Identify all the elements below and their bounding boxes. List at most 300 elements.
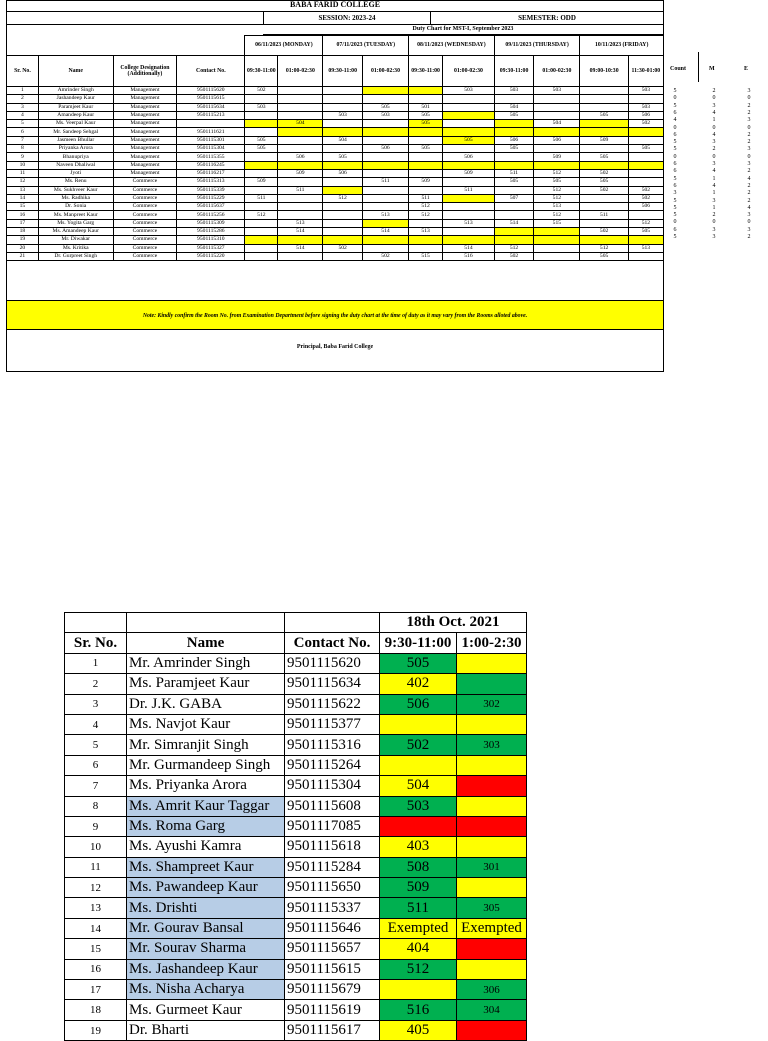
room-cell — [323, 203, 363, 211]
room-cell: 505 — [494, 145, 534, 153]
room-cell — [628, 161, 663, 169]
row-designation: Management — [113, 136, 177, 144]
row-contact: 9501111621 — [177, 128, 245, 136]
count-cell-count: 6 — [673, 182, 677, 189]
room-cell: 502 — [628, 120, 663, 128]
room-cell: 506 — [534, 136, 580, 144]
table-row — [65, 1020, 527, 1040]
room-cell — [278, 95, 323, 103]
row-contact: 9501115619 — [285, 1000, 380, 1020]
date-header: 18th Oct. 2021 — [380, 613, 527, 633]
room-cell: 513 — [534, 203, 580, 211]
room-cell: 515 — [409, 252, 443, 260]
room-cell-afternoon — [457, 959, 527, 979]
room-cell — [443, 95, 495, 103]
room-cell — [362, 236, 408, 244]
count-cell-e: 0 — [747, 219, 751, 226]
count-cell-e: 4 — [747, 204, 751, 211]
row-designation: Management — [113, 128, 177, 136]
row-name: Ms. Kritika — [38, 244, 113, 252]
room-cell — [278, 161, 323, 169]
room-cell — [443, 236, 495, 244]
room-cell — [323, 103, 363, 111]
room-cell — [443, 128, 495, 136]
room-cell: 512 — [323, 194, 363, 202]
room-cell — [628, 178, 663, 186]
count-cell-m: 2 — [712, 88, 716, 94]
room-cell-morning: 402 — [380, 674, 457, 694]
room-cell-afternoon: 301 — [457, 857, 527, 877]
date-spacer — [285, 613, 380, 633]
count-cell-e: 3 — [747, 146, 751, 153]
room-cell: 516 — [443, 252, 495, 260]
row-sr: 8 — [65, 796, 127, 816]
row-sr: 18 — [7, 228, 39, 236]
row-sr: 16 — [65, 959, 127, 979]
room-cell — [362, 244, 408, 252]
room-cell — [245, 128, 278, 136]
room-cell-morning: 403 — [380, 837, 457, 857]
room-cell — [409, 153, 443, 161]
row-contact: 9501115634 — [177, 103, 245, 111]
room-cell: 505 — [409, 111, 443, 119]
duty-title: Duty Chart for MST-I, September 2023 — [263, 25, 663, 35]
room-cell-afternoon — [457, 674, 527, 694]
count-cell-m: 3 — [712, 197, 716, 204]
row-designation: Management — [113, 153, 177, 161]
row-name: Ms. Sukhveer Kaur — [38, 186, 113, 194]
room-cell — [409, 128, 443, 136]
row-name: Dr. Gurpreet Singh — [38, 252, 113, 260]
room-cell — [494, 236, 534, 244]
row-contact: 9501115286 — [177, 228, 245, 236]
room-cell-morning: 502 — [380, 735, 457, 755]
row-name: Mr. Sourav Sharma — [127, 939, 285, 959]
table-row — [65, 735, 527, 755]
room-cell: 502 — [580, 169, 628, 177]
row-contact: 9501116245 — [177, 161, 245, 169]
room-cell: 506 — [628, 203, 663, 211]
room-cell — [534, 128, 580, 136]
room-cell — [245, 186, 278, 194]
room-cell — [278, 178, 323, 186]
room-cell — [443, 228, 495, 236]
room-cell — [362, 120, 408, 128]
col-sr: Sr. No. — [7, 56, 39, 87]
table-row — [7, 244, 664, 252]
room-cell — [245, 236, 278, 244]
row-name: Ms. Shampreet Kaur — [127, 857, 285, 877]
row-designation: Management — [113, 145, 177, 153]
room-cell-morning: Exempted — [380, 918, 457, 938]
room-cell — [580, 128, 628, 136]
room-cell: 511 — [443, 186, 495, 194]
row-name: Jasmeen Bhullar — [38, 136, 113, 144]
row-designation: Commerce — [113, 178, 177, 186]
col-slot: 11:30-01:00 — [628, 56, 663, 87]
table-row — [65, 878, 527, 898]
room-cell — [245, 169, 278, 177]
room-cell: 509 — [409, 178, 443, 186]
room-cell — [245, 153, 278, 161]
room-cell: 502 — [580, 228, 628, 236]
room-cell: 505 — [323, 153, 363, 161]
room-cell — [494, 203, 534, 211]
room-cell — [580, 161, 628, 169]
row-contact: 9501115622 — [285, 694, 380, 714]
row-contact: 9501115646 — [285, 918, 380, 938]
room-cell: 503 — [628, 103, 663, 111]
room-cell — [362, 95, 408, 103]
col-contact: Contact No. — [285, 633, 380, 653]
room-cell: 509 — [443, 169, 495, 177]
row-contact: 9501115304 — [177, 145, 245, 153]
note-bar: Note: Kindly confirm the Room No. from Examination Department before signing the duty chart at the time of duty as it may vary from the Rooms alloted above. — [6, 300, 664, 330]
room-cell — [362, 186, 408, 194]
room-cell — [494, 95, 534, 103]
room-cell — [245, 161, 278, 169]
count-cell-count: 5 — [673, 175, 677, 182]
table-row — [7, 87, 664, 95]
room-cell — [245, 228, 278, 236]
col-slot: 09:30-11:00 — [494, 56, 534, 87]
col-slot: 09:30-11:00 — [409, 56, 443, 87]
row-sr: 3 — [7, 103, 39, 111]
row-designation: Management — [113, 169, 177, 177]
room-cell — [580, 203, 628, 211]
room-cell: 503 — [443, 87, 495, 95]
room-cell — [409, 236, 443, 244]
date-header-row — [7, 36, 664, 56]
room-cell — [443, 161, 495, 169]
room-cell — [628, 211, 663, 219]
row-designation: Management — [113, 87, 177, 95]
room-cell — [362, 153, 408, 161]
count-cell-count: 5 — [673, 102, 677, 109]
room-cell: 502 — [245, 87, 278, 95]
row-contact: 9501115618 — [285, 837, 380, 857]
row-sr: 17 — [65, 980, 127, 1000]
row-sr: 13 — [65, 898, 127, 918]
room-cell — [628, 128, 663, 136]
room-cell: 505 — [443, 136, 495, 144]
table-row — [65, 796, 527, 816]
col-slot: 09:00-10:30 — [580, 56, 628, 87]
count-cell-count: 0 — [673, 219, 677, 226]
room-cell: 513 — [278, 219, 323, 227]
col-name: Name — [38, 56, 113, 87]
col-slot: 09:30-11:00 — [323, 56, 363, 87]
room-cell: 506 — [278, 153, 323, 161]
principal-signature: Principal, Baba Farid College — [296, 344, 374, 350]
date-tuesday: 07/11/2023 (TUESDAY) — [323, 36, 409, 56]
bottom-body — [65, 653, 527, 1040]
room-cell — [443, 194, 495, 202]
college-title: BABA FARID COLLEGE — [7, 1, 663, 12]
room-cell — [534, 244, 580, 252]
room-cell: 506 — [443, 153, 495, 161]
row-designation: Commerce — [113, 252, 177, 260]
table-row — [7, 136, 664, 144]
date-thursday: 09/11/2023 (THURSDAY) — [494, 36, 580, 56]
semester-label: SEMESTER: ODD — [518, 14, 576, 22]
room-cell — [278, 194, 323, 202]
room-cell: 512 — [494, 244, 534, 252]
row-sr: 17 — [7, 219, 39, 227]
room-cell — [443, 211, 495, 219]
row-name: Ms. Paramjeet Kaur — [127, 674, 285, 694]
row-contact: 9501115615 — [177, 95, 245, 103]
count-cell-e: 0 — [747, 124, 751, 131]
room-cell: 511 — [362, 178, 408, 186]
col-slot: 01:00-02:30 — [362, 56, 408, 87]
row-sr: 19 — [65, 1020, 127, 1040]
table-row — [7, 120, 664, 128]
row-designation: Commerce — [113, 236, 177, 244]
room-cell — [278, 128, 323, 136]
count-cell-m: 4 — [712, 182, 716, 189]
room-cell: 509 — [580, 136, 628, 144]
row-name: Mr. Amrinder Singh — [127, 653, 285, 673]
room-cell — [278, 236, 323, 244]
count-cell-m: 4 — [712, 109, 716, 116]
room-cell — [362, 219, 408, 227]
table-row — [7, 169, 664, 177]
count-cell-count: 5 — [673, 197, 677, 204]
row-contact: 9501115608 — [285, 796, 380, 816]
room-cell: 514 — [278, 244, 323, 252]
row-sr: 9 — [65, 816, 127, 836]
col-slot-afternoon: 1:00-2:30 — [457, 633, 527, 653]
col-slot: 01:00-02:30 — [534, 56, 580, 87]
room-cell — [494, 120, 534, 128]
row-name: Jyoti — [38, 169, 113, 177]
row-contact: 9501115309 — [177, 219, 245, 227]
col-name: Name — [127, 633, 285, 653]
row-name: Ms. Navjot Kaur — [127, 714, 285, 734]
col-slot: 01:00-02:30 — [443, 56, 495, 87]
room-cell — [278, 203, 323, 211]
col-slot-morning: 9:30-11:00 — [380, 633, 457, 653]
room-cell — [534, 161, 580, 169]
row-designation: Commerce — [113, 211, 177, 219]
table-row — [65, 898, 527, 918]
row-sr: 1 — [7, 87, 39, 95]
row-contact — [177, 120, 245, 128]
room-cell: 505 — [628, 145, 663, 153]
room-cell — [628, 252, 663, 260]
table-row — [7, 103, 664, 111]
count-header: Count — [670, 66, 687, 72]
room-cell — [534, 111, 580, 119]
room-cell — [409, 219, 443, 227]
room-cell — [323, 228, 363, 236]
count-cell-e: 3 — [747, 117, 751, 124]
row-name: Amrinder Singh — [38, 87, 113, 95]
room-cell: 503 — [494, 87, 534, 95]
room-cell: 502 — [494, 252, 534, 260]
room-cell-morning: 404 — [380, 939, 457, 959]
row-sr: 3 — [65, 694, 127, 714]
count-cell-count: 5 — [673, 212, 677, 219]
room-cell — [580, 120, 628, 128]
room-cell-afternoon — [457, 714, 527, 734]
room-cell — [278, 103, 323, 111]
row-contact: 9501115301 — [177, 136, 245, 144]
row-sr: 1 — [65, 653, 127, 673]
room-cell: 502 — [323, 244, 363, 252]
row-name: Ms. Roma Garg — [127, 816, 285, 836]
row-sr: 10 — [7, 161, 39, 169]
room-cell — [362, 128, 408, 136]
table-row — [7, 186, 664, 194]
count-cell-e: 4 — [747, 175, 751, 182]
room-cell — [443, 203, 495, 211]
duty-body — [7, 87, 664, 261]
count-cell-m: 4 — [712, 168, 716, 175]
table-row — [7, 203, 664, 211]
count-cell-e: 2 — [747, 139, 751, 146]
count-cell-count: 5 — [673, 234, 677, 240]
room-cell: 505 — [580, 252, 628, 260]
room-cell-afternoon — [457, 796, 527, 816]
room-cell-afternoon — [457, 816, 527, 836]
room-cell-morning: 509 — [380, 878, 457, 898]
count-cell-count: 6 — [673, 226, 677, 233]
column-header-row — [65, 633, 527, 653]
room-cell: 512 — [534, 194, 580, 202]
row-name: Mr. Simranjit Singh — [127, 735, 285, 755]
date-friday: 10/11/2023 (FRIDAY) — [580, 36, 664, 56]
col-contact: Contact No. — [177, 56, 245, 87]
room-cell-morning: 505 — [380, 653, 457, 673]
room-cell: 509 — [245, 178, 278, 186]
count-cell-e: 2 — [747, 182, 751, 189]
row-contact: 9501115316 — [285, 735, 380, 755]
count-cell-count: 0 — [673, 95, 677, 102]
column-header-row — [7, 56, 664, 87]
row-contact: 9501115615 — [285, 959, 380, 979]
row-sr: 15 — [7, 203, 39, 211]
room-cell-morning: 512 — [380, 959, 457, 979]
room-cell-morning: 504 — [380, 776, 457, 796]
table-row — [65, 857, 527, 877]
room-cell-afternoon: 306 — [457, 980, 527, 1000]
row-sr: 19 — [7, 236, 39, 244]
room-cell: 505 — [580, 111, 628, 119]
count-cell-m: 1 — [712, 204, 716, 211]
duty-table — [6, 35, 664, 261]
count-cell-e: 3 — [747, 161, 751, 167]
room-cell — [409, 95, 443, 103]
session-label: SESSION: 2023-24 — [264, 12, 431, 24]
count-cell-m: 0 — [712, 95, 716, 102]
room-cell: 512 — [534, 186, 580, 194]
row-name: Ms. Veerpal Kaur — [38, 120, 113, 128]
row-sr: 7 — [7, 136, 39, 144]
room-cell: 514 — [443, 244, 495, 252]
row-contact: 9501115377 — [285, 714, 380, 734]
row-name: Ms. Gurmeet Kaur — [127, 1000, 285, 1020]
count-cell-count: 6 — [673, 168, 677, 175]
row-contact: 9501115355 — [177, 153, 245, 161]
date-spacer — [7, 36, 245, 56]
row-name: Ms. Jashandeep Kaur — [127, 959, 285, 979]
room-cell: 505 — [494, 111, 534, 119]
room-cell: 505 — [245, 145, 278, 153]
row-name: Amandeep Kaur — [38, 111, 113, 119]
room-cell — [323, 128, 363, 136]
room-cell — [245, 252, 278, 260]
room-cell: 514 — [362, 228, 408, 236]
room-cell: 504 — [323, 136, 363, 144]
room-cell — [580, 219, 628, 227]
row-name: Ms. Pawandeep Kaur — [127, 878, 285, 898]
count-cell-m: 3 — [712, 226, 716, 233]
room-cell-morning: 405 — [380, 1020, 457, 1040]
room-cell-morning: 506 — [380, 694, 457, 714]
row-contact: 9501116217 — [177, 169, 245, 177]
table-row — [65, 776, 527, 796]
room-cell-afternoon: 302 — [457, 694, 527, 714]
row-name: Priyanka Arora — [38, 145, 113, 153]
room-cell — [362, 87, 408, 95]
room-cell — [362, 194, 408, 202]
count-cell-count: 4 — [673, 117, 677, 124]
room-cell: 505 — [534, 178, 580, 186]
room-cell — [323, 186, 363, 194]
room-cell — [580, 95, 628, 103]
room-cell — [323, 161, 363, 169]
room-cell: 505 — [362, 103, 408, 111]
room-cell — [494, 211, 534, 219]
row-designation: Management — [113, 161, 177, 169]
room-cell — [494, 153, 534, 161]
room-cell: 502 — [362, 252, 408, 260]
room-cell: 512 — [580, 244, 628, 252]
room-cell: 506 — [362, 145, 408, 153]
row-name: Ms. Amrit Kaur Taggar — [127, 796, 285, 816]
room-cell-morning: 511 — [380, 898, 457, 918]
count-cell-count: 5 — [673, 88, 677, 94]
session-spacer — [7, 12, 264, 24]
row-contact: 9501115339 — [177, 186, 245, 194]
col-sr: Sr. No. — [65, 633, 127, 653]
row-contact: 9501115657 — [285, 939, 380, 959]
table-row — [7, 161, 664, 169]
row-sr: 16 — [7, 211, 39, 219]
room-cell: 512 — [628, 219, 663, 227]
count-cell-count: 5 — [673, 146, 677, 153]
room-cell-afternoon — [457, 939, 527, 959]
room-cell-afternoon: 304 — [457, 1000, 527, 1020]
table-row — [7, 153, 664, 161]
row-designation: Management — [113, 111, 177, 119]
count-cell-count: 0 — [673, 124, 677, 131]
room-cell — [278, 136, 323, 144]
room-cell: 509 — [534, 153, 580, 161]
col-slot: 01:00-02:30 — [278, 56, 323, 87]
row-designation: Management — [113, 103, 177, 111]
room-cell — [580, 103, 628, 111]
row-sr: 10 — [65, 837, 127, 857]
count-cell-m: 2 — [712, 212, 716, 219]
row-name: Bhanupriya — [38, 153, 113, 161]
table-row — [65, 980, 527, 1000]
row-name: Ms. Radhika — [38, 194, 113, 202]
date-header-row — [65, 613, 527, 633]
row-sr: 21 — [7, 252, 39, 260]
